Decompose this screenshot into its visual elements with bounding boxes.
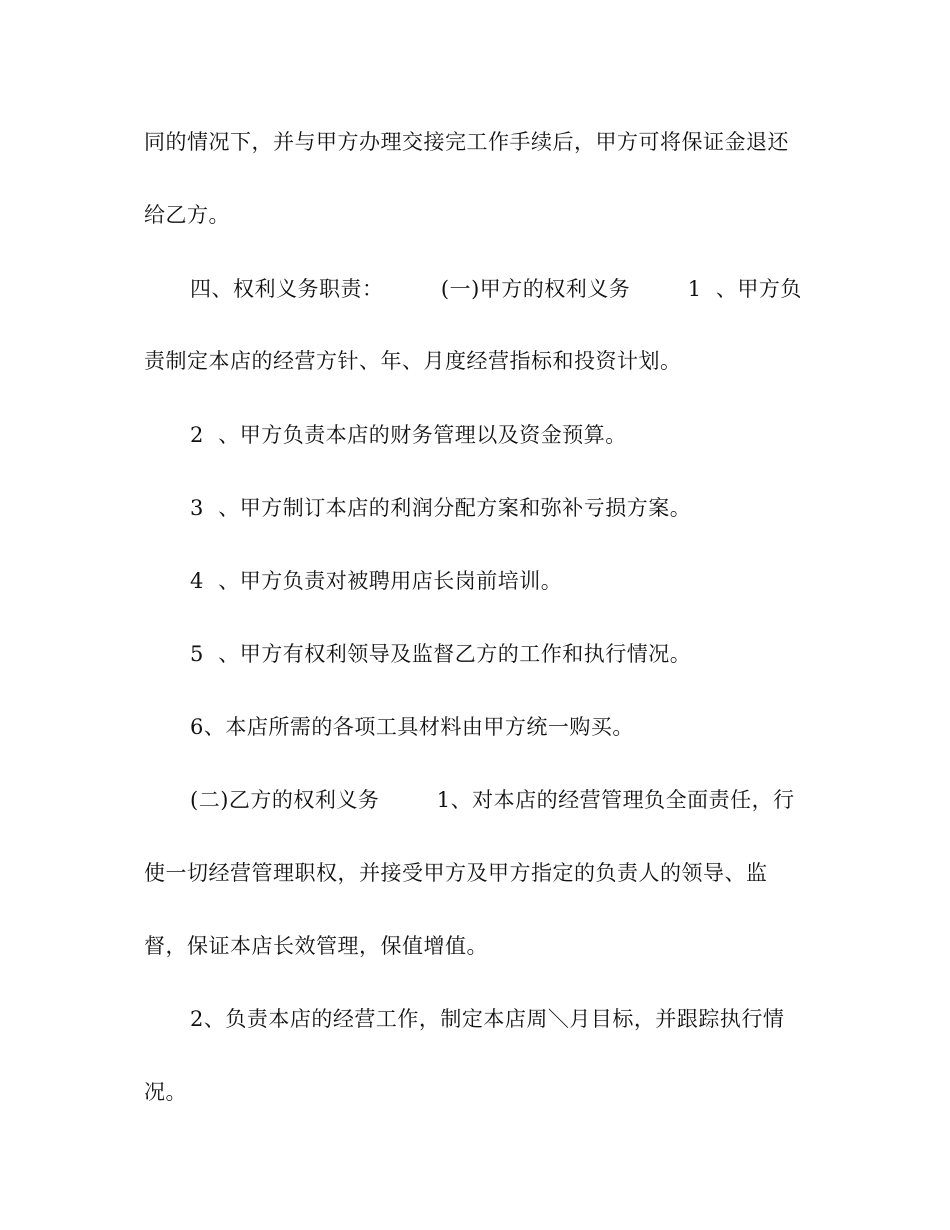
list-item: 5 、甲方有权利领导及监督乙方的工作和执行情况。 [190, 642, 692, 666]
paragraph-line: 给乙方。 [144, 203, 230, 227]
paragraph-line: 同的情况下，并与甲方办理交接完工作手续后，甲方可将保证金退还 [144, 130, 789, 154]
list-item: 6、本店所需的各项工具材料由甲方统一购买。 [190, 715, 634, 739]
list-item: 3 、甲方制订本店的利润分配方案和弥补亏损方案。 [190, 496, 692, 520]
paragraph-line: 况。 [144, 1080, 187, 1104]
list-item: 2 、甲方负责本店的财务管理以及资金预算。 [190, 423, 627, 447]
paragraph-line: 责制定本店的经营方针、年、月度经营指标和投资计划。 [144, 349, 682, 373]
paragraph-line: 使一切经营管理职权，并接受甲方及甲方指定的负责人的领导、监 [144, 861, 768, 885]
section-heading-line: 四、权利义务职责： (一)甲方的权利义务 1 、甲方负 [190, 277, 802, 301]
paragraph-line: 督，保证本店长效管理，保值增值。 [144, 934, 488, 958]
section-heading-line: (二)乙方的权利义务 1、对本店的经营管理负全面责任，行 [190, 788, 795, 812]
list-item: 2、负责本店的经营工作，制定本店周＼月目标，并跟踪执行情 [190, 1007, 785, 1031]
list-item: 4 、甲方负责对被聘用店长岗前培训。 [190, 569, 563, 593]
